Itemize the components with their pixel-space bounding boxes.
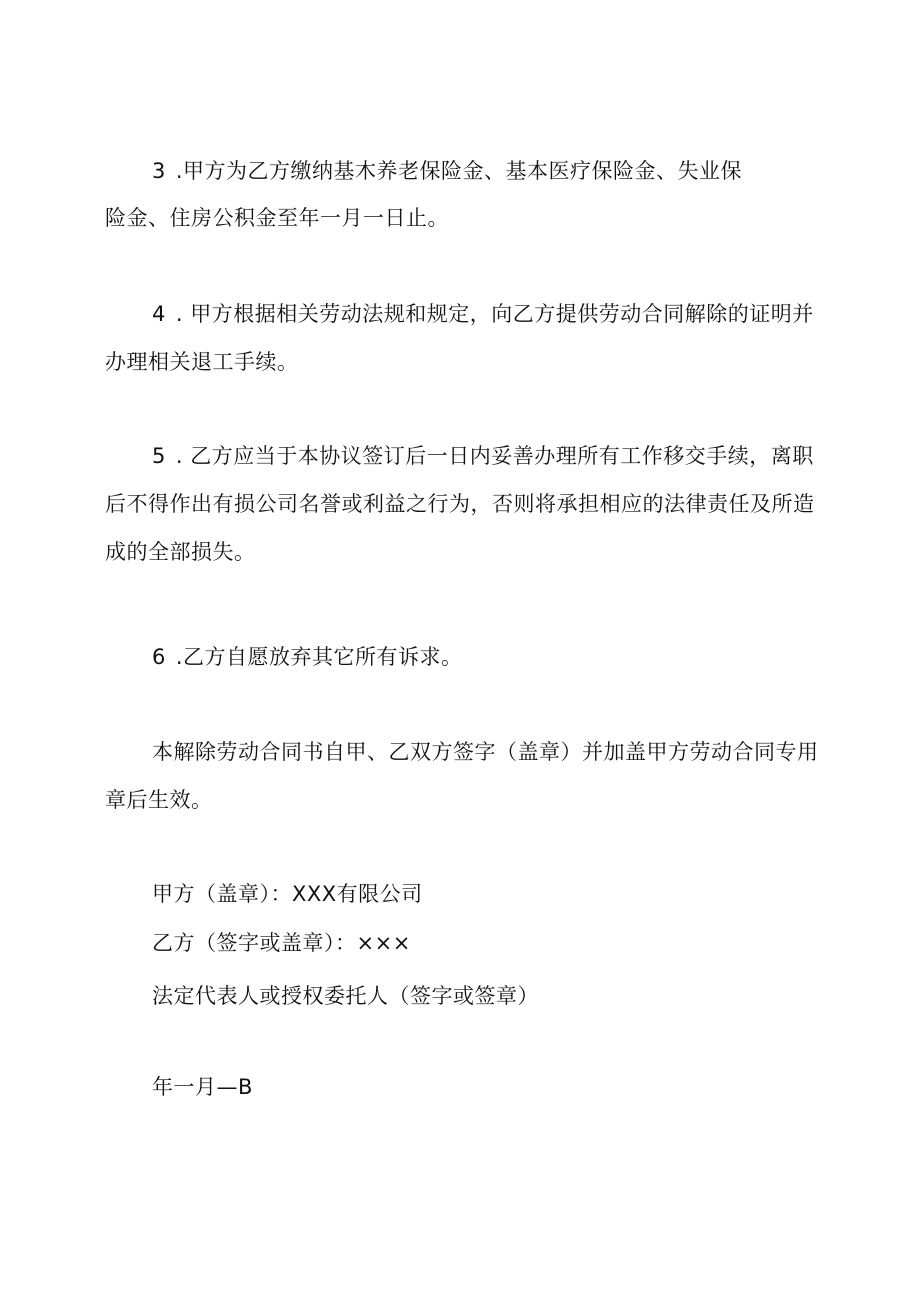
item-4-line-1 — [152, 299, 814, 329]
item-text: .乙方自愿放弃其它所有诉求。 — [175, 645, 463, 669]
item-number: 6 — [152, 645, 166, 669]
party-a-signature: 甲方（盖章）：XXX有限公司 — [152, 882, 423, 906]
item-text: .甲方为乙方缴纳基木养老保险金、基本医疗保险金、失业保 — [175, 159, 743, 183]
closing-line-1: 本解除劳动合同书自甲、乙双方签字（盖章）并加盖甲方劳动合同专用 — [152, 740, 819, 764]
item-4-line-2: 办理相关退工手续。 — [105, 350, 299, 374]
item-5-line-1 — [152, 441, 814, 471]
party-b-signature: 乙方（签字或盖章）：××× — [152, 931, 411, 955]
item-5-line-3: 成的全部损失。 — [105, 540, 256, 564]
signing-date: 年一月—B — [152, 1075, 253, 1099]
item-text: . 甲方根据相关劳动法规和规定，向乙方提供劳动合同解除的证明并 — [175, 302, 814, 326]
item-3-line-2: 险金、住房公积金至年一月一日止。 — [105, 206, 449, 230]
item-5-line-2: 后不得作出有损公司名誉或利益之行为，否则将承担相应的法律责任及所造 — [105, 492, 815, 516]
item-number: 4 — [152, 302, 166, 326]
closing-line-2: 章后生效。 — [105, 788, 213, 812]
item-3-line-1 — [152, 156, 742, 186]
item-number: 3 — [152, 159, 166, 183]
representative-signature: 法定代表人或授权委托人（签字或签章） — [152, 984, 539, 1008]
item-6-line-1 — [152, 642, 463, 672]
item-text: . 乙方应当于本协议签订后一日内妥善办理所有工作移交手续，离职 — [175, 444, 814, 468]
item-number: 5 — [152, 444, 166, 468]
